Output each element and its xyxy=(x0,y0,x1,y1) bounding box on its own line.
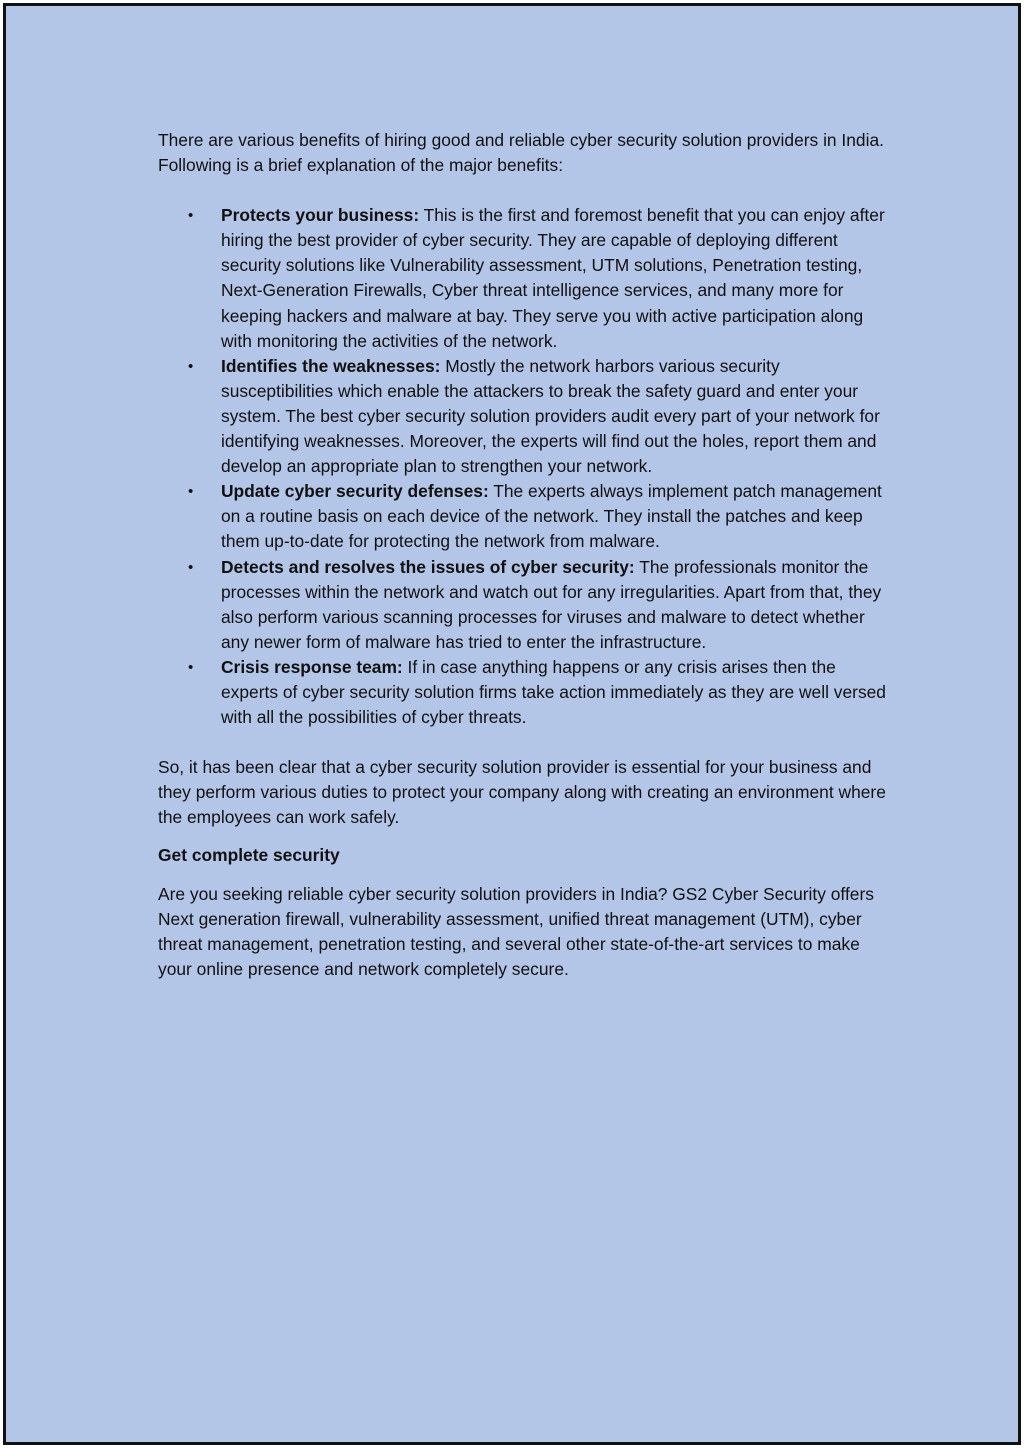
document-page xyxy=(3,3,1021,1445)
document-body xyxy=(158,128,888,982)
benefit-title: Identifies the weaknesses: xyxy=(221,355,441,376)
benefit-text: The experts always implement patch management on a routine basis on each device of the network. They install the patches and keep them up-to-date for protecting the network from malware. xyxy=(221,481,882,552)
benefit-title: Protects your business: xyxy=(221,205,420,226)
conclusion-paragraph: So, it has been clear that a cyber security solution provider is essential for your business and they perform various duties to protect your company along with creating an environment where the employees can work safely. xyxy=(158,757,886,828)
list-item xyxy=(158,479,888,554)
bullet-icon: • xyxy=(188,357,194,375)
benefit-title: Detects and resolves the issues of cyber security: xyxy=(221,556,635,577)
bullet-icon: • xyxy=(188,483,194,501)
bullet-icon: • xyxy=(188,658,194,676)
list-item xyxy=(158,655,888,730)
benefit-title: Crisis response team: xyxy=(221,656,403,677)
bullet-icon: • xyxy=(188,207,194,225)
list-item xyxy=(158,555,888,655)
section-heading: Get complete security xyxy=(158,845,340,866)
bullet-icon: • xyxy=(188,558,194,576)
list-item xyxy=(158,354,888,479)
benefits-list xyxy=(158,203,888,730)
intro-paragraph: There are various benefits of hiring good and reliable cyber security solution providers in India. Following is a brief explanation of the major benefits: xyxy=(158,130,884,176)
benefit-text: Mostly the network harbors various security susceptibilities which enable the attackers to break the safety guard and enter your system. The best cyber security solution providers audit every part of your network for identifying weaknesses. Moreover, the experts will find out the holes, report them and develop an appropriate plan to strengthen your network. xyxy=(221,355,880,477)
closing-paragraph: Are you seeking reliable cyber security solution providers in India? GS2 Cyber Security offers Next generation firewall, vulnerability assessment, unified threat management (UTM), cyber threat management, penetration testing, and several other state-of-the-art services to make your online presence and network completely secure. xyxy=(158,883,874,979)
list-item xyxy=(158,203,888,354)
benefit-text: This is the first and foremost benefit that you can enjoy after hiring the best provider of cyber security. They are capable of deploying different security solutions like Vulnerability assessment, UTM solutions, Penetration testing, Next-Generation Firewalls, Cyber threat intelligence services, and many more for keeping hackers and malware at bay. They serve you with active participation along with monitoring the activities of the network. xyxy=(221,205,885,351)
benefit-text: If in case anything happens or any crisis arises then the experts of cyber security solution firms take action immediately as they are well versed with all the possibilities of cyber threats. xyxy=(221,656,886,728)
benefit-text: The professionals monitor the processes within the network and watch out for any irregularities. Apart from that, they also perform various scanning processes for viruses and malware to detect whether any newer form of malware has tried to enter the infrastructure. xyxy=(221,556,882,652)
benefit-title: Update cyber security defenses: xyxy=(221,481,489,502)
